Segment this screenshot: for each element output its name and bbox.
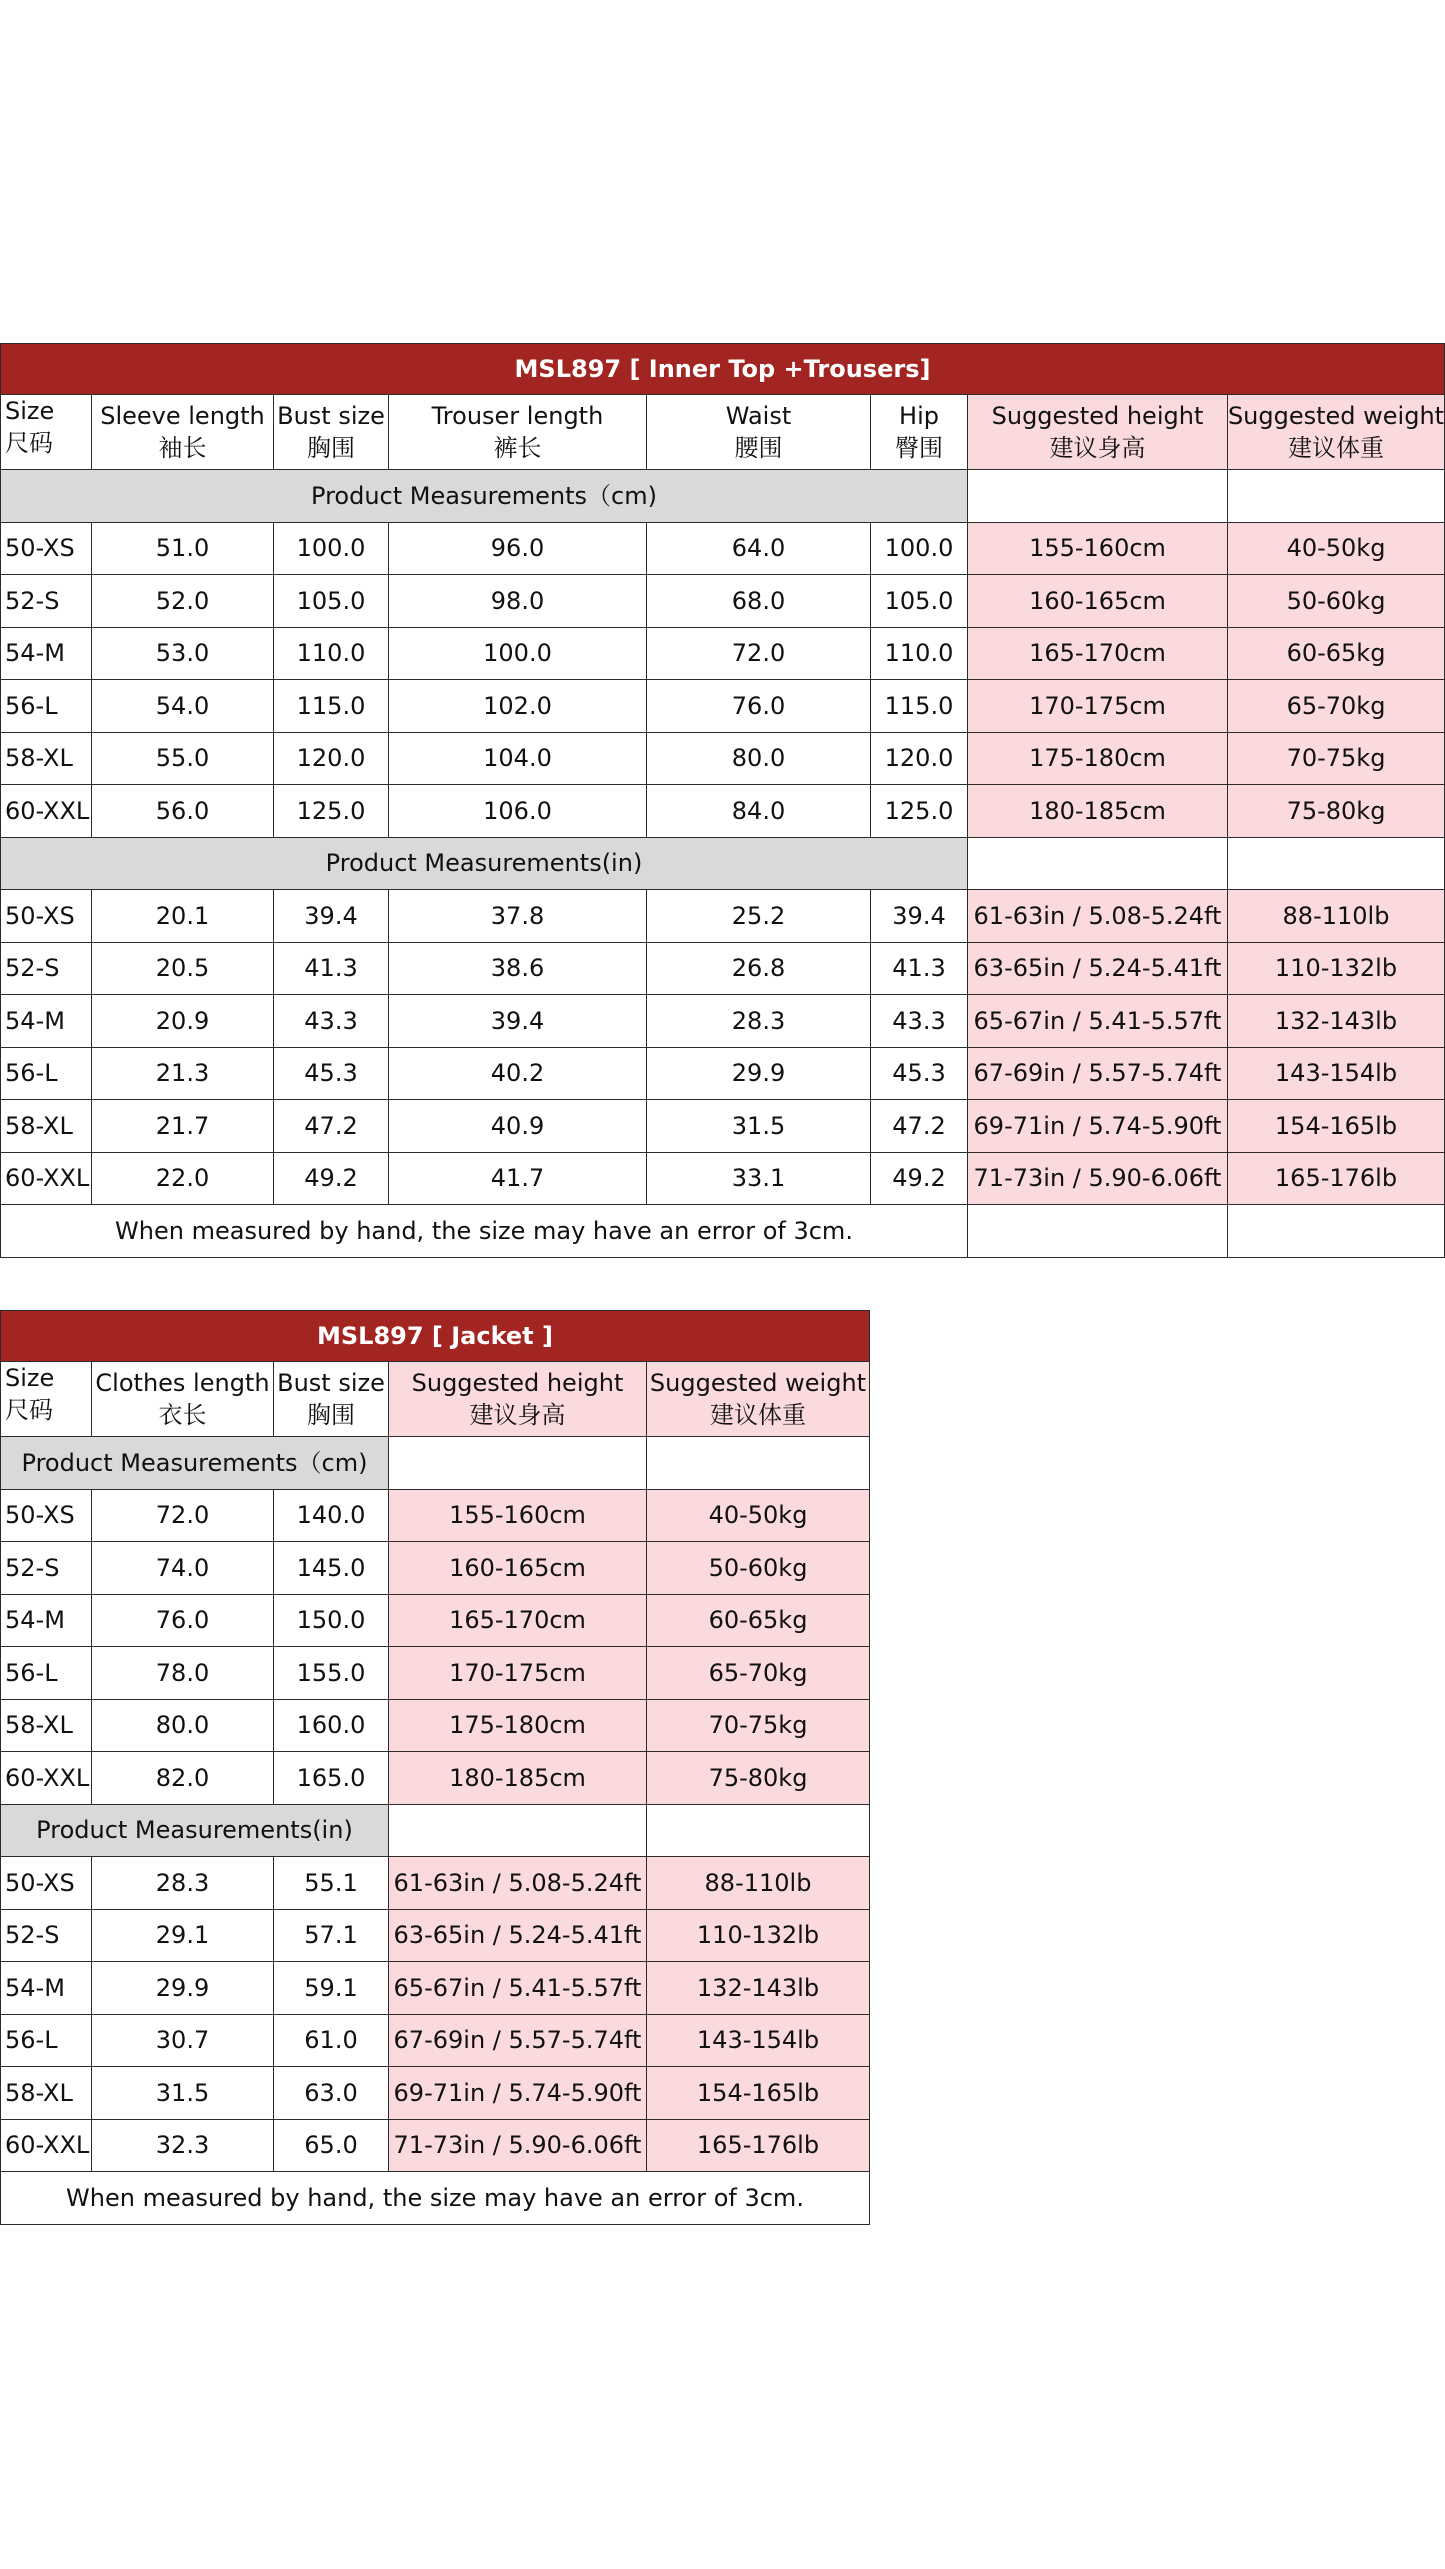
value-cell: 43.3 (274, 995, 389, 1048)
value-cell: 63-65in / 5.24-5.41ft (389, 1910, 647, 1963)
value-cell: 80.0 (647, 733, 871, 786)
size-cell: 60-XXL (0, 1153, 92, 1206)
value-cell: 29.9 (647, 1048, 871, 1101)
value-cell: 25.2 (647, 890, 871, 943)
value-cell: 47.2 (274, 1100, 389, 1153)
size-cell: 60-XXL (0, 2120, 92, 2173)
value-cell: 74.0 (92, 1542, 274, 1595)
value-cell: 32.3 (92, 2120, 274, 2173)
value-cell: 165-176lb (1228, 1153, 1445, 1206)
header-label-en: Size (5, 397, 55, 425)
value-cell: 55.1 (274, 1857, 389, 1910)
header-label-zh: 建议身高 (1049, 434, 1146, 462)
value-cell: 170-175cm (968, 680, 1228, 733)
value-cell: 29.1 (92, 1910, 274, 1963)
empty-cell (968, 470, 1228, 523)
value-cell: 52.0 (92, 575, 274, 628)
value-cell: 102.0 (389, 680, 647, 733)
value-cell: 67-69in / 5.57-5.74ft (389, 2015, 647, 2068)
value-cell: 110-132lb (1228, 943, 1445, 996)
value-cell: 67-69in / 5.57-5.74ft (968, 1048, 1228, 1101)
value-cell: 54.0 (92, 680, 274, 733)
value-cell: 100.0 (871, 523, 968, 576)
value-cell: 106.0 (389, 785, 647, 838)
size-cell: 50-XS (0, 1490, 92, 1543)
value-cell: 56.0 (92, 785, 274, 838)
size-cell: 50-XS (0, 1857, 92, 1910)
table-row (0, 575, 1445, 628)
value-cell: 104.0 (389, 733, 647, 786)
value-cell: 154-165lb (1228, 1100, 1445, 1153)
value-cell: 115.0 (274, 680, 389, 733)
header-label-zh: 胸围 (307, 1401, 355, 1429)
table-row (0, 1962, 870, 2015)
value-cell: 20.5 (92, 943, 274, 996)
header-label-zh: 建议体重 (1288, 434, 1384, 462)
value-cell: 175-180cm (968, 733, 1228, 786)
size-cell: 52-S (0, 943, 92, 996)
value-cell: 68.0 (647, 575, 871, 628)
value-cell: 64.0 (647, 523, 871, 576)
value-cell: 100.0 (274, 523, 389, 576)
size-cell: 56-L (0, 1048, 92, 1101)
value-cell: 43.3 (871, 995, 968, 1048)
size-cell: 56-L (0, 2015, 92, 2068)
value-cell: 61.0 (274, 2015, 389, 2068)
header-label-en: Waist (725, 401, 792, 430)
header-label-zh: 尺码 (5, 429, 53, 458)
value-cell: 155-160cm (968, 523, 1228, 576)
value-cell: 69-71in / 5.74-5.90ft (389, 2067, 647, 2120)
value-cell: 120.0 (274, 733, 389, 786)
header-label-en: Hip (899, 401, 939, 430)
top-trousers-size-table (0, 343, 1445, 1258)
section-row (0, 470, 1445, 523)
table-row (0, 733, 1445, 786)
table-row (0, 890, 1445, 943)
value-cell: 160.0 (274, 1700, 389, 1753)
value-cell: 72.0 (647, 628, 871, 681)
column-header (92, 395, 274, 470)
header-label-zh: 腰围 (734, 434, 783, 462)
column-header (0, 1362, 92, 1437)
table-row (0, 2015, 870, 2068)
value-cell: 72.0 (92, 1490, 274, 1543)
header-label-zh: 裤长 (493, 434, 542, 462)
empty-cell (647, 1805, 870, 1858)
size-cell: 54-M (0, 628, 92, 681)
value-cell: 150.0 (274, 1595, 389, 1648)
table-row (0, 1910, 870, 1963)
note-row (0, 2172, 870, 2225)
header-label-en: Bust size (277, 1368, 385, 1397)
table-row (0, 785, 1445, 838)
column-header (389, 1362, 647, 1437)
size-cell: 54-M (0, 1595, 92, 1648)
value-cell: 30.7 (92, 2015, 274, 2068)
header-label-zh: 尺码 (5, 1396, 53, 1425)
table-row (0, 1700, 870, 1753)
value-cell: 75-80kg (647, 1752, 870, 1805)
size-cell: 52-S (0, 1542, 92, 1595)
value-cell: 96.0 (389, 523, 647, 576)
value-cell: 115.0 (871, 680, 968, 733)
table-title: MSL897 [ Jacket ] (0, 1310, 870, 1362)
value-cell: 110.0 (274, 628, 389, 681)
value-cell: 28.3 (647, 995, 871, 1048)
value-cell: 125.0 (274, 785, 389, 838)
value-cell: 100.0 (389, 628, 647, 681)
table-row (0, 1752, 870, 1805)
table-row (0, 680, 1445, 733)
value-cell: 132-143lb (1228, 995, 1445, 1048)
value-cell: 41.3 (274, 943, 389, 996)
section-label: Product Measurements(in) (0, 1805, 389, 1858)
value-cell: 82.0 (92, 1752, 274, 1805)
value-cell: 50-60kg (647, 1542, 870, 1595)
header-label-en: Clothes length (95, 1368, 270, 1397)
value-cell: 71-73in / 5.90-6.06ft (968, 1153, 1228, 1206)
value-cell: 63.0 (274, 2067, 389, 2120)
value-cell: 98.0 (389, 575, 647, 628)
value-cell: 88-110lb (647, 1857, 870, 1910)
table-row (0, 1595, 870, 1648)
value-cell: 55.0 (92, 733, 274, 786)
header-label-en: Suggested height (991, 401, 1204, 430)
value-cell: 28.3 (92, 1857, 274, 1910)
value-cell: 84.0 (647, 785, 871, 838)
size-cell: 60-XXL (0, 1752, 92, 1805)
table-row (0, 943, 1445, 996)
size-cell: 58-XL (0, 1100, 92, 1153)
value-cell: 31.5 (92, 2067, 274, 2120)
empty-cell (1228, 470, 1445, 523)
table-row (0, 1153, 1445, 1206)
value-cell: 154-165lb (647, 2067, 870, 2120)
value-cell: 165-170cm (968, 628, 1228, 681)
value-cell: 41.7 (389, 1153, 647, 1206)
header-label-en: Size (5, 1364, 55, 1392)
value-cell: 76.0 (647, 680, 871, 733)
header-label-zh: 胸围 (307, 434, 355, 462)
value-cell: 26.8 (647, 943, 871, 996)
note-row (0, 1205, 1445, 1258)
value-cell: 20.9 (92, 995, 274, 1048)
value-cell: 53.0 (92, 628, 274, 681)
empty-cell (389, 1805, 647, 1858)
value-cell: 39.4 (871, 890, 968, 943)
size-cell: 50-XS (0, 523, 92, 576)
column-header (92, 1362, 274, 1437)
column-header (274, 395, 389, 470)
value-cell: 47.2 (871, 1100, 968, 1153)
value-cell: 49.2 (871, 1153, 968, 1206)
value-cell: 20.1 (92, 890, 274, 943)
section-row (0, 838, 1445, 891)
header-label-zh: 袖长 (158, 434, 207, 462)
value-cell: 61-63in / 5.08-5.24ft (968, 890, 1228, 943)
header-label-en: Suggested height (411, 1368, 624, 1397)
value-cell: 59.1 (274, 1962, 389, 2015)
header-label-en: Trouser length (431, 401, 604, 430)
value-cell: 105.0 (871, 575, 968, 628)
value-cell: 155.0 (274, 1647, 389, 1700)
header-label-zh: 臀围 (895, 434, 943, 462)
column-header (389, 395, 647, 470)
value-cell: 80.0 (92, 1700, 274, 1753)
value-cell: 165-176lb (647, 2120, 870, 2173)
value-cell: 65-67in / 5.41-5.57ft (389, 1962, 647, 2015)
value-cell: 38.6 (389, 943, 647, 996)
section-row (0, 1805, 870, 1858)
value-cell: 125.0 (871, 785, 968, 838)
header-label-zh: 建议体重 (710, 1401, 806, 1429)
size-cell: 60-XXL (0, 785, 92, 838)
value-cell: 41.3 (871, 943, 968, 996)
value-cell: 31.5 (647, 1100, 871, 1153)
value-cell: 61-63in / 5.08-5.24ft (389, 1857, 647, 1910)
value-cell: 69-71in / 5.74-5.90ft (968, 1100, 1228, 1153)
value-cell: 155-160cm (389, 1490, 647, 1543)
value-cell: 21.3 (92, 1048, 274, 1101)
table-title: MSL897 [ Inner Top +Trousers] (0, 343, 1445, 395)
section-label: Product Measurements(in) (0, 838, 968, 891)
table-row (0, 1857, 870, 1910)
column-header (871, 395, 968, 470)
column-header (647, 1362, 870, 1437)
value-cell: 180-185cm (968, 785, 1228, 838)
value-cell: 22.0 (92, 1153, 274, 1206)
size-cell: 56-L (0, 1647, 92, 1700)
empty-cell (389, 1437, 647, 1490)
value-cell: 40.2 (389, 1048, 647, 1101)
value-cell: 65.0 (274, 2120, 389, 2173)
value-cell: 160-165cm (389, 1542, 647, 1595)
value-cell: 51.0 (92, 523, 274, 576)
value-cell: 49.2 (274, 1153, 389, 1206)
size-cell: 58-XL (0, 1700, 92, 1753)
table-row (0, 1048, 1445, 1101)
value-cell: 132-143lb (647, 1962, 870, 2015)
header-row (0, 1362, 870, 1437)
column-header (0, 395, 92, 470)
jacket-size-table (0, 1310, 870, 2225)
table-row (0, 1542, 870, 1595)
size-cell: 58-XL (0, 2067, 92, 2120)
empty-cell (968, 1205, 1228, 1258)
empty-cell (1228, 1205, 1445, 1258)
size-cell: 56-L (0, 680, 92, 733)
table-row (0, 1100, 1445, 1153)
table-row (0, 1647, 870, 1700)
section-label: Product Measurements（cm) (0, 470, 968, 523)
measurement-note: When measured by hand, the size may have an error of 3cm. (0, 2172, 870, 2225)
column-header (274, 1362, 389, 1437)
table-row (0, 995, 1445, 1048)
table-row (0, 628, 1445, 681)
section-label: Product Measurements（cm) (0, 1437, 389, 1490)
value-cell: 75-80kg (1228, 785, 1445, 838)
header-label-en: Sleeve length (100, 401, 265, 430)
value-cell: 63-65in / 5.24-5.41ft (968, 943, 1228, 996)
table-row (0, 2067, 870, 2120)
value-cell: 143-154lb (647, 2015, 870, 2068)
value-cell: 180-185cm (389, 1752, 647, 1805)
value-cell: 110.0 (871, 628, 968, 681)
table-row (0, 1490, 870, 1543)
value-cell: 39.4 (389, 995, 647, 1048)
value-cell: 33.1 (647, 1153, 871, 1206)
value-cell: 45.3 (274, 1048, 389, 1101)
value-cell: 140.0 (274, 1490, 389, 1543)
value-cell: 165.0 (274, 1752, 389, 1805)
value-cell: 40-50kg (647, 1490, 870, 1543)
value-cell: 45.3 (871, 1048, 968, 1101)
section-row (0, 1437, 870, 1490)
value-cell: 76.0 (92, 1595, 274, 1648)
value-cell: 170-175cm (389, 1647, 647, 1700)
value-cell: 60-65kg (1228, 628, 1445, 681)
value-cell: 37.8 (389, 890, 647, 943)
value-cell: 70-75kg (647, 1700, 870, 1753)
value-cell: 57.1 (274, 1910, 389, 1963)
value-cell: 70-75kg (1228, 733, 1445, 786)
value-cell: 110-132lb (647, 1910, 870, 1963)
empty-cell (647, 1437, 870, 1490)
value-cell: 160-165cm (968, 575, 1228, 628)
header-label-zh: 建议身高 (469, 1401, 566, 1429)
value-cell: 165-170cm (389, 1595, 647, 1648)
value-cell: 88-110lb (1228, 890, 1445, 943)
size-cell: 52-S (0, 1910, 92, 1963)
column-header (968, 395, 1228, 470)
value-cell: 105.0 (274, 575, 389, 628)
table-row (0, 523, 1445, 576)
value-cell: 21.7 (92, 1100, 274, 1153)
size-cell: 50-XS (0, 890, 92, 943)
value-cell: 175-180cm (389, 1700, 647, 1753)
value-cell: 145.0 (274, 1542, 389, 1595)
value-cell: 120.0 (871, 733, 968, 786)
size-cell: 54-M (0, 995, 92, 1048)
value-cell: 50-60kg (1228, 575, 1445, 628)
column-header (647, 395, 871, 470)
value-cell: 65-67in / 5.41-5.57ft (968, 995, 1228, 1048)
empty-cell (968, 838, 1228, 891)
value-cell: 39.4 (274, 890, 389, 943)
value-cell: 78.0 (92, 1647, 274, 1700)
empty-cell (1228, 838, 1445, 891)
header-row (0, 395, 1445, 470)
value-cell: 29.9 (92, 1962, 274, 2015)
header-label-en: Suggested weight (649, 1368, 867, 1397)
column-header (1228, 395, 1445, 470)
header-label-en: Bust size (277, 401, 385, 430)
table-row (0, 2120, 870, 2173)
value-cell: 65-70kg (647, 1647, 870, 1700)
header-label-zh: 衣长 (158, 1401, 207, 1429)
value-cell: 40.9 (389, 1100, 647, 1153)
size-cell: 58-XL (0, 733, 92, 786)
value-cell: 65-70kg (1228, 680, 1445, 733)
value-cell: 71-73in / 5.90-6.06ft (389, 2120, 647, 2173)
value-cell: 40-50kg (1228, 523, 1445, 576)
measurement-note: When measured by hand, the size may have an error of 3cm. (0, 1205, 968, 1258)
value-cell: 60-65kg (647, 1595, 870, 1648)
header-label-en: Suggested weight (1228, 401, 1445, 430)
size-cell: 54-M (0, 1962, 92, 2015)
size-cell: 52-S (0, 575, 92, 628)
value-cell: 143-154lb (1228, 1048, 1445, 1101)
